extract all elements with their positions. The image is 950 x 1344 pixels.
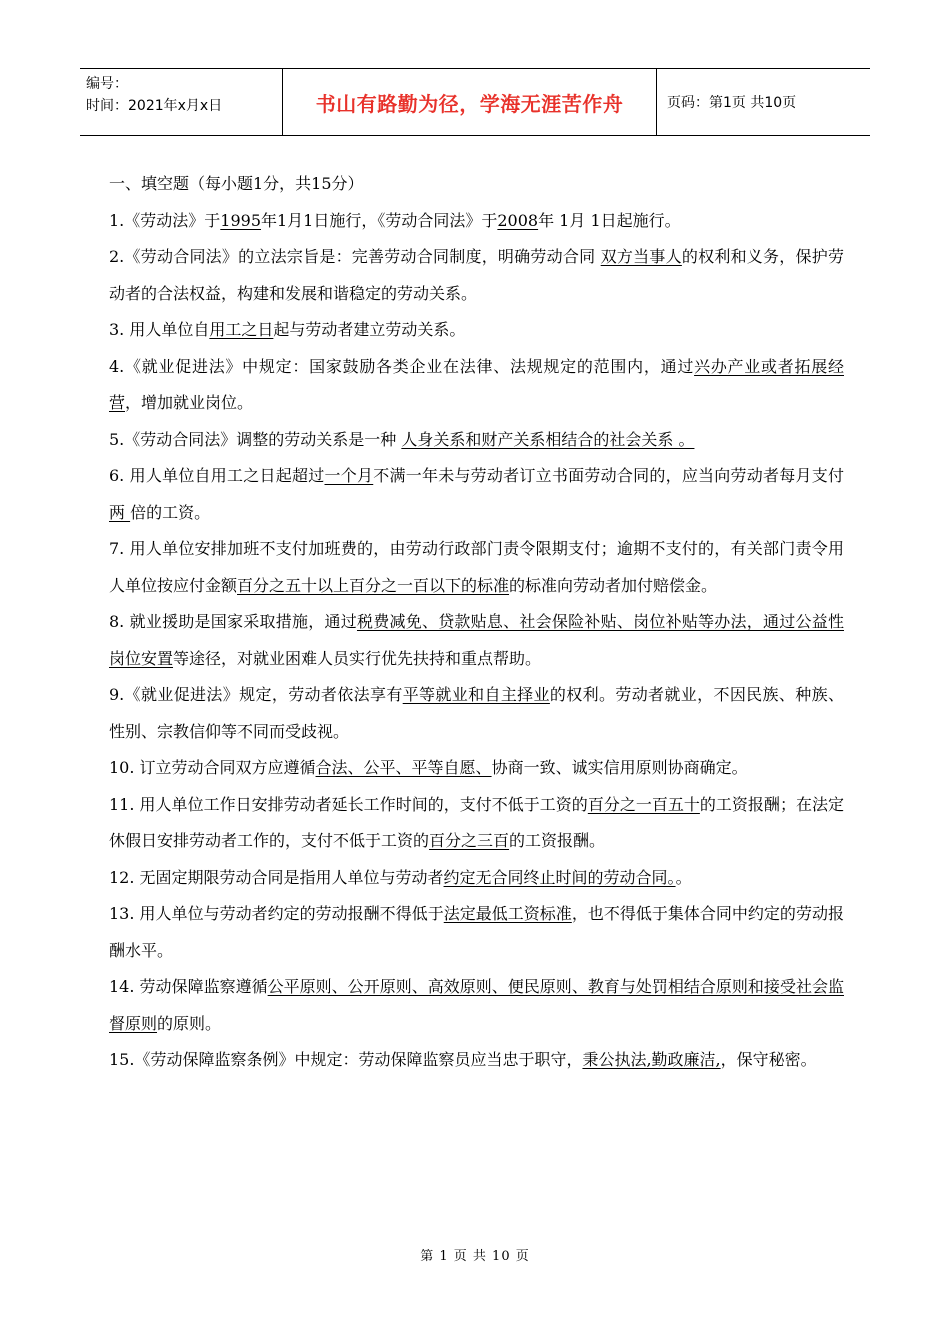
q11-text-c: 的工资报酬；在法定休假日安排劳动者工作的，支付不低于工资的 [109, 794, 844, 850]
q5-text-a: 5.《劳动合同法》调整的劳动关系是一种 [109, 429, 402, 449]
question-4 [109, 349, 844, 422]
time-label: 时间：2021年x月x日 [86, 98, 223, 114]
q12-text-a: 12. 无固定期限劳动合同是指用人单位与劳动者 [109, 867, 444, 887]
q2-answer: 双方当事人 [600, 247, 682, 266]
q11-answer-2: 百分之三百 [429, 831, 510, 850]
question-14 [109, 969, 844, 1042]
q13-text-c: ，也不得低于集体合同中约定的劳动报酬水平。 [109, 904, 844, 960]
q15-text-a: 15.《劳动保障监察条例》中规定：劳动保障监察员应当忠于职守， [109, 1050, 583, 1069]
q10-text-a: 10. 订立劳动合同双方应遵循 [109, 758, 316, 777]
q3-text-c: 起与劳动者建立劳动关系。 [273, 320, 466, 339]
q13-answer: 法定最低工资标准 [443, 904, 572, 923]
q15-answer: 秉公执法,勤政廉洁, [582, 1050, 721, 1069]
q1-text-c: 年1月1日施行，《劳动合同法》于 [261, 210, 498, 230]
header-page-info: 页码：第1页 共10页 [667, 95, 797, 111]
q1-text-a: 1.《劳动法》于 [109, 210, 221, 230]
q9-text-c: 的权利。劳动者就业，不因民族、种族、性别、宗教信仰等不同而受歧视。 [109, 685, 844, 741]
q11-answer-1: 百分之一百五十 [587, 794, 700, 814]
q1-text-e: 年 1月 1日起施行。 [538, 210, 681, 230]
question-5 [109, 422, 844, 459]
q6-text-c: 不满一年未与劳动者订立书面劳动合同的，应当向劳动者每月支付 [373, 466, 844, 485]
q7-text-a: 7. 用人单位安排加班不支付加班费的，由劳动行政部门责令限期支付；逾期不支付的，有关部门责令用人单位按应付金额 [109, 539, 844, 595]
page-footer: 第 1 页 共 10 页 [420, 1249, 530, 1264]
q1-answer-2: 2008 [497, 210, 539, 230]
question-2 [109, 239, 844, 312]
question-10 [109, 750, 844, 787]
q6-text-a: 6. 用人单位自用工之日起超过 [109, 466, 325, 485]
q4-text-a: 4.《就业促进法》中规定：国家鼓励各类企业在法律、法规规定的范围内，通过 [109, 356, 695, 376]
header-meta [80, 69, 283, 135]
q4-text-c: ，增加就业岗位。 [125, 393, 254, 412]
q8-answer: 税费减免、贷款贴息、社会保险补贴、岗位补贴等办法，通过公益性岗位安置 [109, 612, 844, 668]
code-label: 编号： [86, 76, 128, 92]
question-1 [109, 203, 844, 240]
header-motto: 书山有路勤为径，学海无涯苦作舟 [283, 69, 657, 135]
question-9 [109, 677, 844, 750]
question-8 [109, 604, 844, 677]
q3-text-a: 3. 用人单位自 [109, 320, 210, 339]
q7-text-c: 的标准向劳动者加付赔偿金。 [509, 575, 718, 595]
q10-text-c: 协商一致、诚实信用原则协商确定。 [491, 758, 748, 777]
section-title: 一、填空题（每小题1分，共15分） [109, 174, 364, 193]
q14-text-a: 14. 劳动保障监察遵循 [109, 977, 268, 996]
q7-answer: 百分之五十以上百分之一百以下的标准 [237, 575, 510, 595]
q2-text-c: 的权利和义务，保护劳动者的合法权益，构建和发展和谐稳定的劳动关系。 [109, 247, 844, 303]
q8-text-a: 8. 就业援助是国家采取措施，通过 [109, 612, 357, 631]
q14-answer: 公平原则、公开原则、高效原则、便民原则、教育与处罚相结合原则和接受社会监督原则 [109, 977, 844, 1033]
question-6 [109, 458, 844, 531]
q15-text-c: ，保守秘密。 [720, 1050, 817, 1069]
q12-answer: 约定无合同终止时间的劳动合同。 [443, 867, 676, 887]
question-15 [109, 1042, 844, 1079]
question-3 [109, 312, 844, 349]
q2-text-a: 2.《劳动合同法》的立法宗旨是：完善劳动合同制度，明确劳动合同 [109, 247, 601, 266]
q6-text-e: 倍的工资。 [130, 502, 211, 522]
q6-answer-1: 一个月 [324, 466, 374, 485]
question-11 [109, 787, 844, 860]
q5-answer: 人身关系和财产关系相结合的社会关系 。 [401, 429, 695, 449]
q3-answer: 用工之日 [209, 320, 274, 339]
question-7 [109, 531, 844, 604]
question-12 [109, 860, 844, 897]
q13-text-a: 13. 用人单位与劳动者约定的劳动报酬不得低于 [109, 904, 444, 923]
q14-text-c: 的原则。 [157, 1013, 222, 1033]
document-body [109, 166, 844, 1079]
q11-text-e: 的工资报酬。 [509, 831, 606, 850]
q8-text-c: 等途径，对就业困难人员实行优先扶持和重点帮助。 [173, 648, 542, 668]
document-header [80, 68, 870, 136]
q9-answer: 平等就业和自主择业 [402, 685, 550, 704]
q9-text-a: 9.《就业促进法》规定，劳动者依法享有 [109, 685, 403, 704]
q1-answer-1: 1995 [220, 210, 261, 230]
q4-answer: 兴办产业或者拓展经营 [109, 356, 844, 412]
q11-text-a: 11. 用人单位工作日安排劳动者延长工作时间的，支付不低于工资的 [109, 794, 588, 814]
q10-answer: 合法、公平、平等自愿、 [315, 758, 492, 777]
question-13 [109, 896, 844, 969]
q12-text-c: 。 [675, 867, 692, 887]
q6-answer-2: 两 [109, 502, 131, 522]
